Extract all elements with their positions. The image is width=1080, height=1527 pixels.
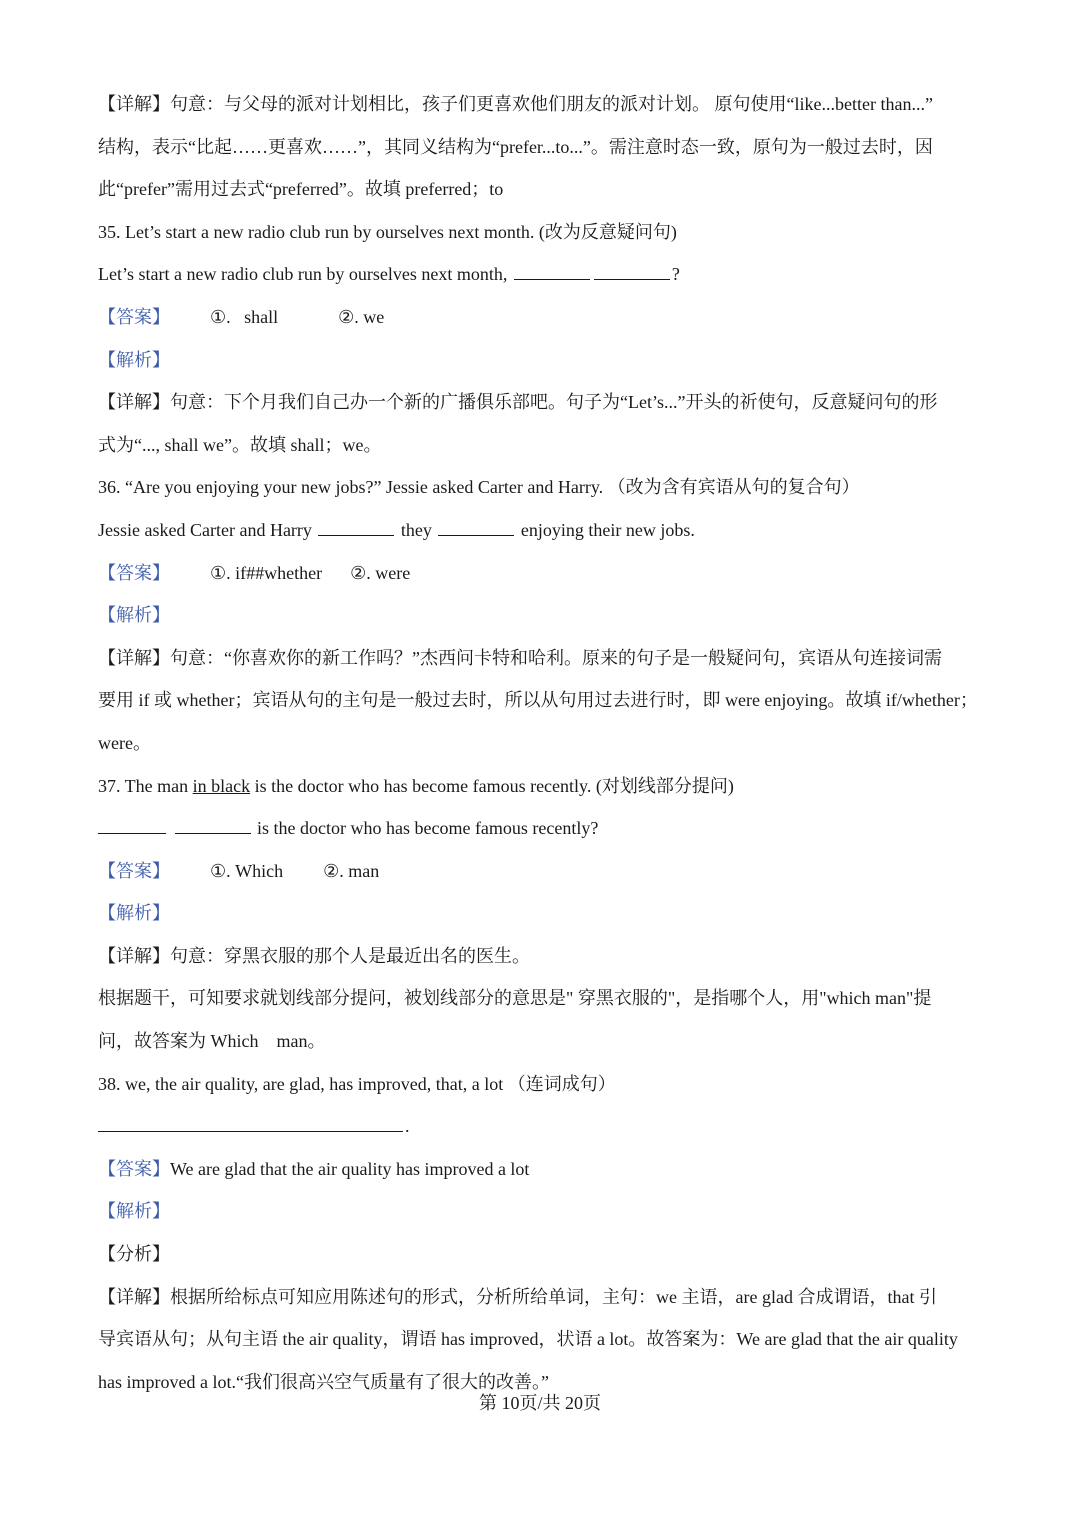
q36-detail-line-3: were。 xyxy=(98,732,151,753)
analysis-tag: 【解析】 xyxy=(98,605,170,626)
q35-analysis xyxy=(98,339,982,382)
q38-analysis xyxy=(98,1190,982,1233)
q38-analysis-2 xyxy=(98,1233,982,1276)
blank-1 xyxy=(98,815,166,834)
underlined-phrase: in black xyxy=(192,775,251,796)
q34-detail-line-3: 此“prefer”需用过去式“preferred”。故填 preferred；to xyxy=(98,179,504,200)
document-page xyxy=(98,83,982,1403)
q37-detail-line-3: 问，故答案为 Which man。 xyxy=(98,1031,326,1052)
detail-tag: 【详解】 xyxy=(98,945,170,966)
q37-detail-line-1: 【详解】句意：穿黑衣服的那个人是最近出名的医生。 xyxy=(98,945,530,966)
q36-detail-line-2: 要用 if 或 whether；宾语从句的主句是一般过去时，所以从句用过去进行时，即 were enjoying。故填 if/whether； xyxy=(98,690,978,711)
blank-2 xyxy=(438,517,514,536)
q37-analysis xyxy=(98,892,982,935)
detail-tag: 【详解】 xyxy=(98,392,170,413)
blank-2 xyxy=(594,261,670,280)
q38-fill-line: . xyxy=(98,1105,982,1148)
answer-tag: 【答案】 xyxy=(98,1158,170,1179)
q34-detail-line-1: 【详解】句意：与父母的派对计划相比，孩子们更喜欢他们朋友的派对计划。 原句使用“like...better than...” xyxy=(98,94,933,114)
blank-1 xyxy=(98,1113,403,1132)
q38-prompt: 38. we, the air quality, are glad, has improved, that, a lot （连词成句） xyxy=(98,1073,616,1094)
q37-answer: 【答案】 ①. Which ②. man xyxy=(98,860,380,881)
q37-fill-line: is the doctor who has become famous recently? xyxy=(98,807,982,850)
blank-2 xyxy=(175,815,251,834)
blank-1 xyxy=(318,517,394,536)
q36-fill-line: Jessie asked Carter and Harry they enjoying their new jobs. xyxy=(98,509,982,552)
answer-tag: 【答案】 xyxy=(98,306,170,327)
q36-detail-line-1: 【详解】句意：“你喜欢你的新工作吗？”杰西问卡特和哈利。原来的句子是一般疑问句，宾语从句连接词需 xyxy=(98,647,942,668)
q36-analysis xyxy=(98,594,982,637)
q34-detail-line-2: 结构，表示“比起……更喜欢……”，其同义结构为“prefer...to...”。需注意时态一致，原句为一般过去时，因 xyxy=(98,136,933,157)
detail-tag: 【详解】 xyxy=(98,94,170,114)
analysis-tag: 【解析】 xyxy=(98,1201,170,1222)
q35-detail-line-1: 【详解】句意：下个月我们自己办一个新的广播俱乐部吧。句子为“Let’s...”开头的祈使句，反意疑问句的形 xyxy=(98,392,938,413)
q35-fill-line: Let’s start a new radio club run by ourselves next month, ? xyxy=(98,253,982,296)
q36-prompt: 36. “Are you enjoying your new jobs?” Jessie asked Carter and Harry. （改为含有宾语从句的复合句） xyxy=(98,477,860,498)
answer-tag: 【答案】 xyxy=(98,860,170,881)
q38-answer: 【答案】We are glad that the air quality has improved a lot xyxy=(98,1158,530,1179)
q38-detail-line-3: has improved a lot.“我们很高兴空气质量有了很大的改善。” xyxy=(98,1371,549,1392)
q37-prompt: 37. The man in black is the doctor who has become famous recently. (对划线部分提问) xyxy=(98,775,734,796)
q37-detail-line-2: 根据题干，可知要求就划线部分提问，被划线部分的意思是" 穿黑衣服的"，是指哪个人，用"which man"提 xyxy=(98,988,932,1009)
analysis-tag: 【解析】 xyxy=(98,903,170,924)
detail-tag: 【详解】 xyxy=(98,1286,170,1307)
q38-detail-line-1: 【详解】根据所给标点可知应用陈述句的形式，分析所给单词，主句：we 主语，are glad 合成谓语，that 引 xyxy=(98,1286,937,1307)
blank-1 xyxy=(514,261,590,280)
answer-tag: 【答案】 xyxy=(98,562,170,583)
analysis2-tag: 【分析】 xyxy=(98,1244,170,1265)
analysis-tag: 【解析】 xyxy=(98,349,170,370)
q36-answer: 【答案】 ①. if##whether ②. were xyxy=(98,562,411,583)
q35-detail-line-2: 式为“..., shall we”。故填 shall；we。 xyxy=(98,434,382,455)
detail-tag: 【详解】 xyxy=(98,647,170,668)
q35-prompt: 35. Let’s start a new radio club run by ourselves next month. (改为反意疑问句) xyxy=(98,221,677,242)
page-footer xyxy=(0,1390,1080,1416)
q38-detail-line-2: 导宾语从句；从句主语 the air quality，谓语 has improved，状语 a lot。故答案为：We are glad that the air quality xyxy=(98,1329,958,1350)
page-number: 第 10页/共 20页 xyxy=(478,1393,601,1413)
q35-answer: 【答案】 ①. shall ②. we xyxy=(98,306,385,327)
